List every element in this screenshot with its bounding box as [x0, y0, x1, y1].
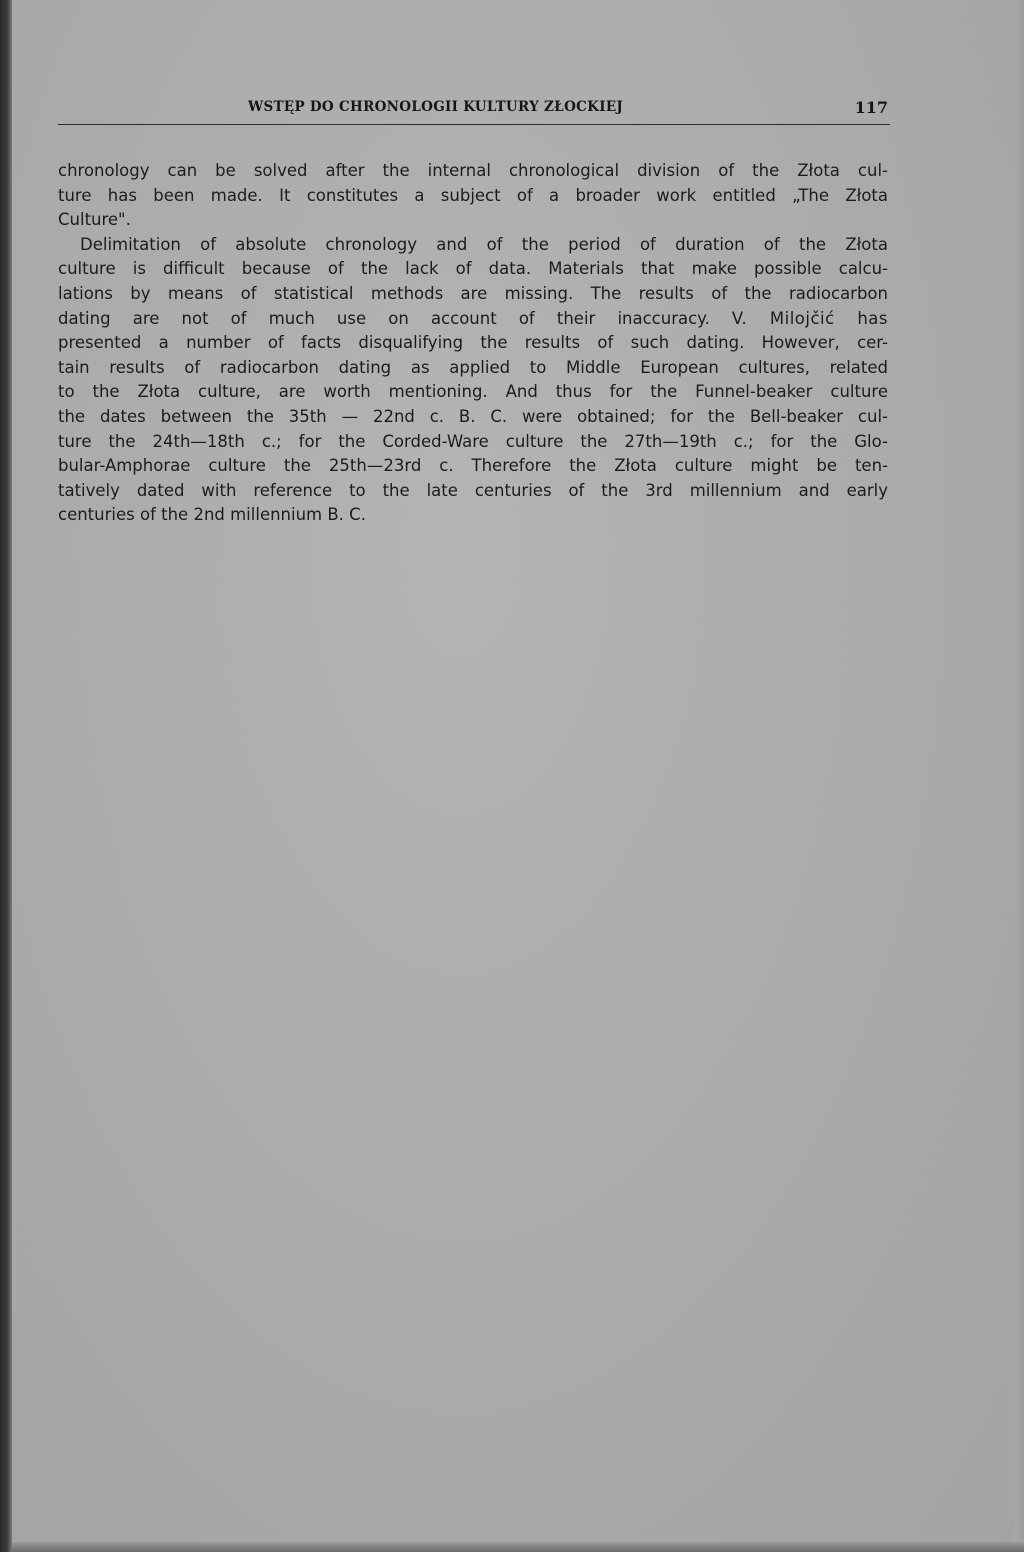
paragraph-1: [58, 159, 888, 233]
text-line: Culture".: [58, 210, 131, 230]
text-line: presented a number of facts disqualifying the results of such dating. However, cer-: [58, 333, 888, 353]
text-line: bular-Amphorae culture the 25th—23rd c. Therefore the Złota culture might be ten-: [58, 456, 888, 476]
text-line: ture the 24th—18th c.; for the Corded-Ware culture the 27th—19th c.; for the Glo-: [58, 431, 888, 451]
text-line: centuries of the 2nd millennium B. C.: [58, 505, 366, 525]
body-text: [58, 159, 888, 528]
page-number: 117: [854, 98, 888, 117]
page-edge: [1014, 0, 1024, 1552]
page-bottom-edge: [12, 1542, 1024, 1552]
text-line: culture is difficult because of the lack of data. Materials that make possible calcu-: [58, 259, 888, 279]
text-line: tain results of radiocarbon dating as applied to Middle European cultures, related: [58, 357, 888, 377]
text-line-with-author: [58, 307, 888, 332]
text-line: the dates between the 35th — 22nd c. B. C. were obtained; for the Bell-beaker cul-: [58, 406, 888, 426]
author-name: V. Milojčić has: [731, 308, 888, 328]
text-line: ture has been made. It constitutes a subject of a broader work entitled „The Złota: [58, 185, 888, 205]
text-line: lations by means of statistical methods are missing. The results of the radiocarbon: [58, 283, 888, 303]
text-line: chronology can be solved after the internal chronological division of the Złota cul-: [58, 161, 888, 180]
text-fragment: dating are not of much use on account of their inaccuracy.: [58, 308, 710, 328]
text-line: Delimitation of absolute chronology and of the period of duration of the Złota: [80, 234, 888, 254]
paragraph-2: [58, 233, 888, 528]
page-header: [58, 96, 890, 125]
text-line: to the Złota culture, are worth mentioning. And thus for the Funnel-beaker culture: [58, 382, 888, 402]
running-title: WSTĘP DO CHRONOLOGII KULTURY ZŁOCKIEJ: [248, 99, 624, 115]
book-spine-shadow: [0, 0, 12, 1552]
text-line: tatively dated with reference to the late centuries of the 3rd millennium and early: [58, 480, 888, 500]
